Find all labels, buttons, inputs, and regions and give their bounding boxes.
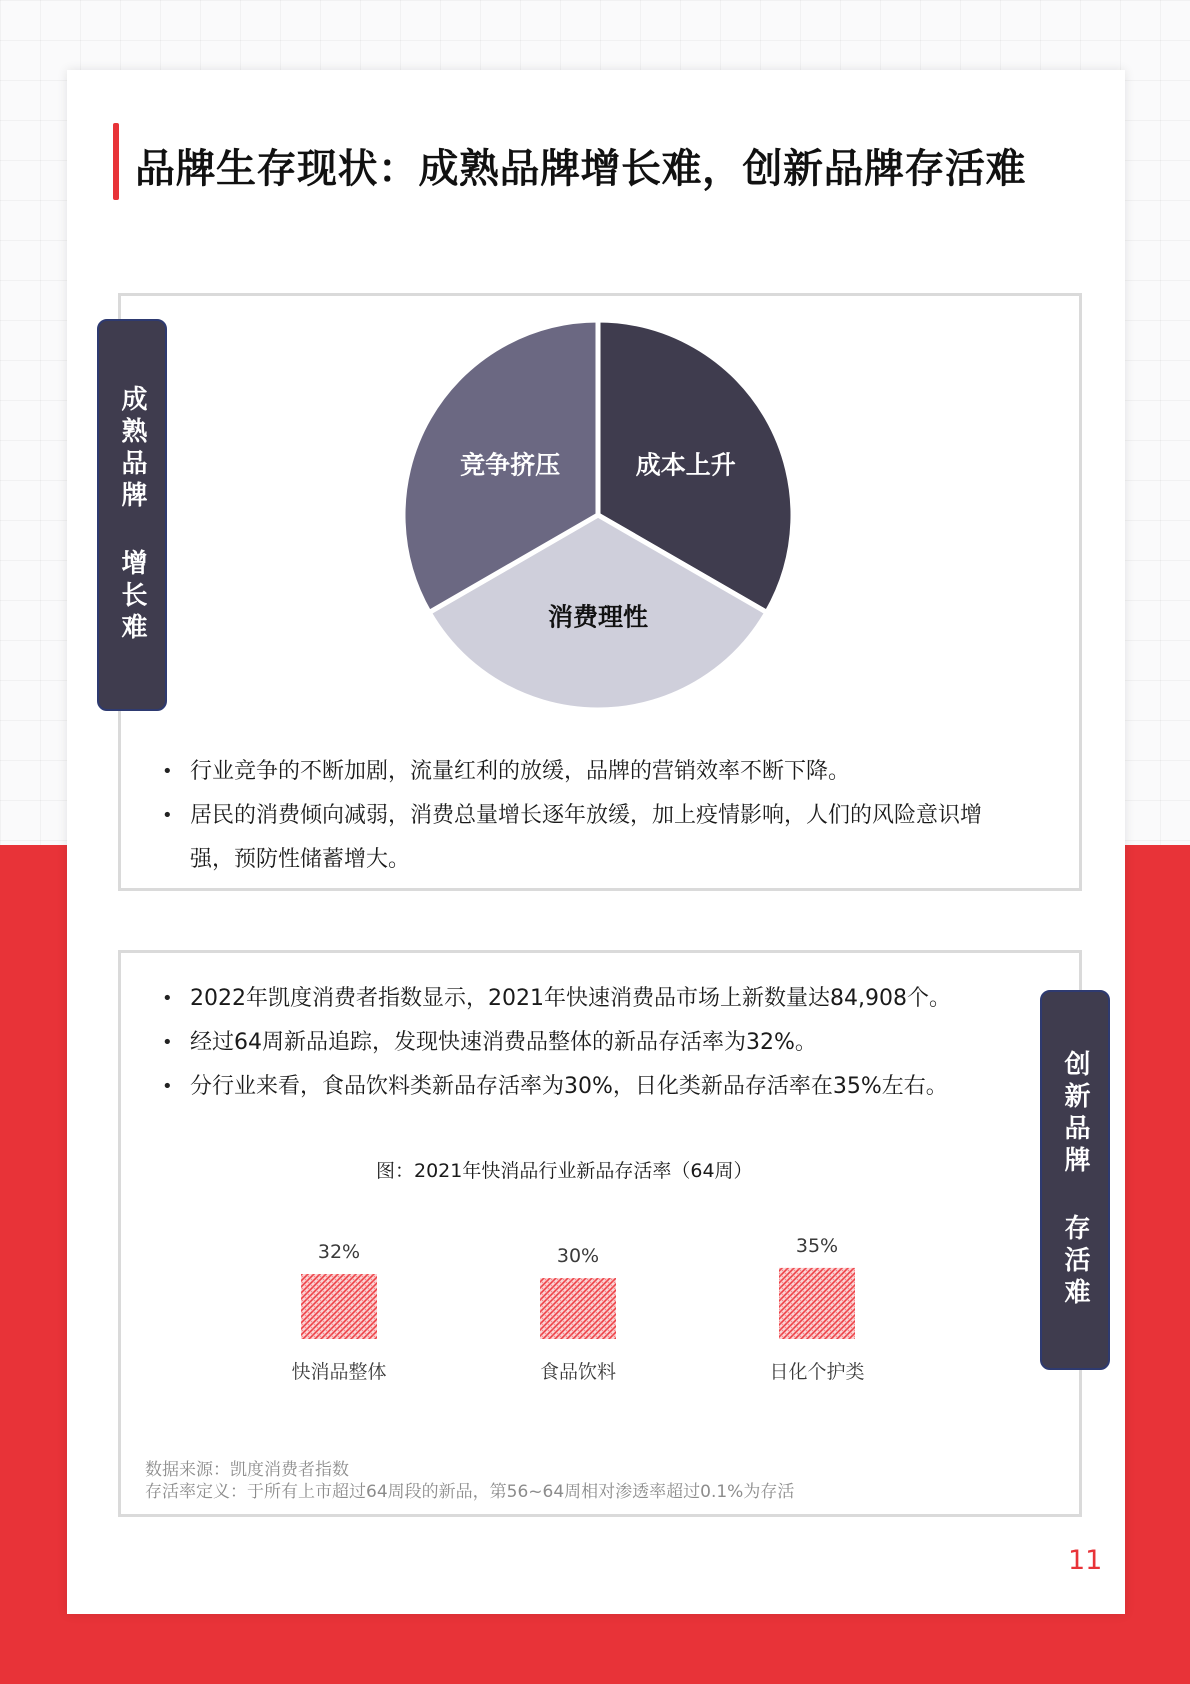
bullet-item: • 经过64周新品追踪，发现快速消费品整体的新品存活率为32%。 <box>162 1021 1022 1065</box>
category-label: 快消品整体 <box>291 1361 387 1383</box>
pie-slice-label: 成本上升 <box>635 450 736 480</box>
page-title: 品牌生存现状：成熟品牌增长难，创新品牌存活难 <box>135 146 1026 192</box>
mature-brand-bullets <box>162 750 1022 882</box>
pressure-pie-chart <box>401 318 795 712</box>
mature-brand-tag-text: 成熟品牌 增长难 <box>117 385 147 645</box>
bar-value-label: 32% <box>317 1241 361 1263</box>
definition-note: 存活率定义：于所有上市超过64周段的新品，第56~64周相对渗透率超过0.1%为存活 <box>145 1482 795 1502</box>
footnote <box>145 1459 794 1503</box>
chart-title: 图：2021年快消品行业新品存活率（64周） <box>376 1160 753 1182</box>
bullet-item: • 2022年凯度消费者指数显示，2021年快速消费品市场上新数量达84,908个。 <box>162 977 1022 1021</box>
survival-rate-bar-chart <box>250 1200 950 1390</box>
new-brand-bullets <box>162 977 1022 1109</box>
bar <box>779 1268 855 1339</box>
mature-brand-tag <box>97 319 167 711</box>
pie-slice-label: 竞争挤压 <box>460 450 561 480</box>
new-brand-tag-text: 创新品牌 存活难 <box>1060 1050 1090 1310</box>
new-brand-tag <box>1040 990 1110 1370</box>
bar-value-label: 30% <box>556 1245 600 1268</box>
category-label: 日化个护类 <box>769 1361 865 1383</box>
bullet-item: • 分行业来看，食品饮料类新品存活率为30%，日化类新品存活率在35%左右。 <box>162 1065 1022 1109</box>
bar <box>301 1274 377 1339</box>
bar <box>540 1278 616 1339</box>
page-number: 11 <box>1068 1545 1103 1576</box>
bar-value-label: 35% <box>795 1234 839 1257</box>
bullet-item: • 行业竞争的不断加剧，流量红利的放缓，品牌的营销效率不断下降。 <box>162 750 1022 794</box>
pie-slice-label: 消费理性 <box>547 602 649 632</box>
category-label: 食品饮料 <box>539 1361 617 1383</box>
bullet-item: • 居民的消费倾向减弱，消费总量增长逐年放缓，加上疫情影响，人们的风险意识增强，预防性储蓄增大。 <box>162 794 1022 882</box>
title-accent-bar <box>113 123 119 200</box>
data-source-note: 数据来源：凯度消费者指数 <box>145 1460 349 1480</box>
